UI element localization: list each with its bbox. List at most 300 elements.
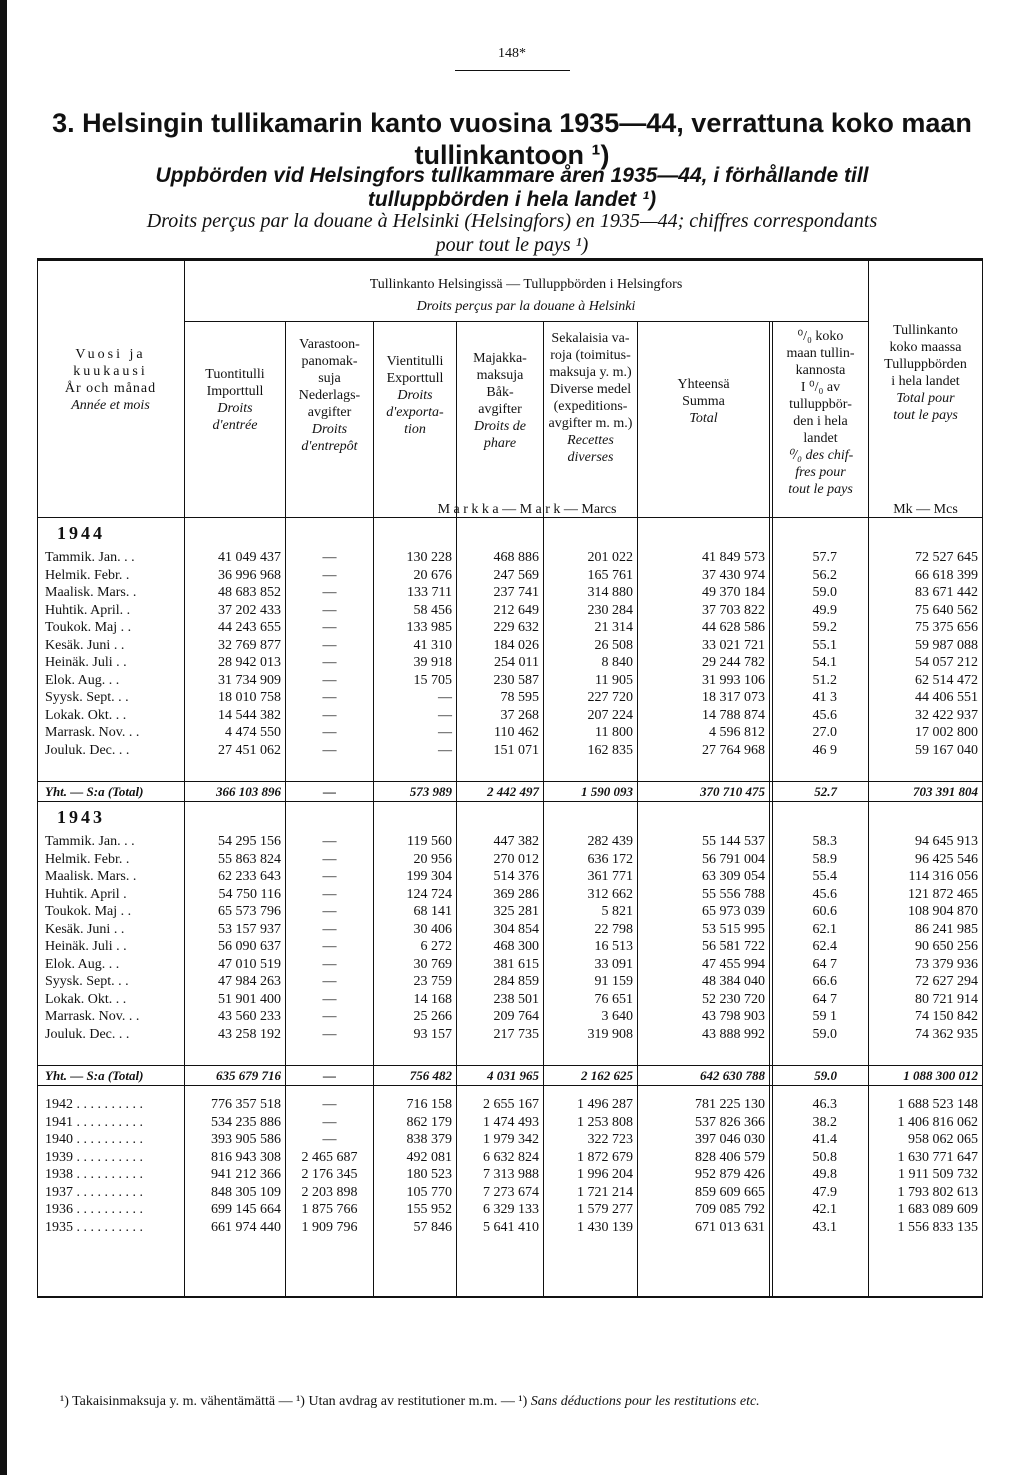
cell-exp: 30 769 [413,956,452,972]
cell-pct: 58.9 [812,851,837,867]
cell-label: Lokak. Okt. . . [45,707,127,723]
cell-tot: 43 798 903 [702,1009,765,1024]
cell-war: — [322,939,337,954]
cell-exp: 155 952 [406,1202,452,1217]
cell-lig: 217 735 [493,1026,539,1042]
cell-all: 96 425 546 [915,851,978,867]
cell-tot: 63 309 054 [702,869,765,884]
cell-lig: 212 649 [493,602,539,618]
cell-tot: 370 710 475 [700,784,765,799]
cell-pct: 56.2 [812,567,837,583]
cell-imp: 47 984 263 [218,974,281,989]
cell-label: Jouluk. Dec. . . [45,1026,130,1042]
cell-tot: 52 230 720 [702,991,765,1007]
cell-exp: 756 482 [409,1068,452,1083]
title-swedish-line1: Uppbörden vid Helsingfors tullkammare åren 1935—44, i förhållande till [155,164,869,187]
table-bottom-rule [37,1296,983,1298]
cell-imp: 55 863 824 [218,851,281,867]
cell-misc: 8 840 [601,655,633,670]
cell-pct: 57.7 [812,550,837,565]
cell-label: Yht. — S:a (Total) [45,1068,144,1083]
cell-all: 17 002 800 [915,725,978,740]
cell-pct: 58.3 [812,834,837,849]
cell-exp: 41 310 [413,637,452,653]
cell-imp: 28 942 013 [218,655,281,670]
cell-lig: 2 655 167 [483,1097,539,1112]
cell-imp: 54 750 116 [218,886,281,902]
cell-all: 72 527 645 [915,550,978,565]
cell-imp: 62 233 643 [218,869,281,884]
cell-exp: 30 406 [413,921,452,937]
cell-war: — [322,655,337,670]
cell-exp: 130 228 [406,550,452,565]
cell-exp: 58 456 [413,602,452,618]
cell-misc: 201 022 [587,550,633,565]
cell-imp: 534 235 886 [211,1114,281,1130]
page-number-rule [455,70,570,71]
misc-header: Sekalaisia va- roja (toimitus- maksuja y. m.) Diverse medel (expeditions- avgifter m. m.) Recettes diverses [548,331,633,465]
cell-all: 72 627 294 [915,974,978,989]
cell-exp: 573 989 [409,784,452,799]
cell-all: 75 640 562 [915,602,978,618]
cell-misc: 26 508 [594,637,633,653]
cell-tot: 952 879 426 [695,1167,765,1182]
table-left-rule [37,258,38,1298]
cell-imp: 51 901 400 [218,991,281,1007]
cell-lig: 184 026 [493,637,539,653]
cell-label: Helmik. Febr. . [45,851,130,867]
cell-all: 90 650 256 [915,939,978,954]
cell-misc: 162 835 [587,742,633,758]
title-finnish-line2: tullinkantoon ¹) [414,140,610,170]
cell-lig: 2 442 497 [487,784,539,799]
total-header: Yhteensä Summa Total [677,377,730,426]
cell-exp: 39 918 [413,655,452,670]
cell-imp: 41 049 437 [218,550,281,565]
cell-pct: 64 7 [812,956,837,972]
cell-label: 1940 . . . . . . . . . . [45,1132,143,1147]
cell-exp: 20 956 [413,851,452,867]
cell-imp: 43 258 192 [218,1026,281,1042]
cell-lig: 4 031 965 [487,1068,539,1083]
cell-lig: 304 854 [493,921,539,937]
cell-tot: 37 703 822 [702,602,765,618]
total-1943-top-rule [37,1065,983,1066]
cell-tot: 14 788 874 [702,707,765,723]
cell-tot: 44 628 586 [702,620,765,635]
cell-misc: 1 721 214 [577,1184,633,1200]
cell-misc: 1 496 287 [577,1097,633,1112]
cell-imp: 27 451 062 [218,742,281,758]
cell-imp: 48 683 852 [218,585,281,600]
cell-war: — [322,956,337,972]
cell-label: 1936 . . . . . . . . . . [45,1202,143,1217]
title-french-line2: pour tout le pays ¹) [435,234,589,256]
cell-label: Syysk. Sept. . . [45,974,129,989]
cell-tot: 18 317 073 [702,690,765,705]
title-swedish-line2: tulluppbörden i hela landet ¹) [367,188,657,211]
total-1944-bottom-rule [37,801,983,802]
cell-pct: 55.1 [812,637,837,653]
cell-war: — [322,725,337,740]
cell-war: — [322,851,337,867]
cell-misc: 11 800 [595,725,633,740]
cell-lig: 284 859 [493,974,539,989]
country-header: Tullinkanto koko maassa Tulluppbörden i hela landet Total pour tout le pays [884,323,967,423]
cell-lig: 1 474 493 [483,1114,539,1130]
cell-war: — [322,1114,337,1130]
cell-imp: 366 103 896 [216,784,281,799]
cell-label: Maalisk. Mars. . [45,869,137,884]
cell-pct: 51.2 [812,672,837,688]
cell-lig: 7 313 988 [483,1167,539,1182]
cell-lig: 78 595 [500,690,539,705]
cell-lig: 1 979 342 [483,1132,539,1147]
cell-label: Heinäk. Juli . . [45,939,127,954]
cell-misc: 1 253 808 [577,1114,633,1130]
cell-war: — [322,991,337,1007]
cell-tot: 56 581 722 [702,939,765,954]
cell-war: — [322,672,337,688]
cell-misc: 22 798 [594,921,633,937]
cell-exp: 14 168 [413,991,452,1007]
cell-imp: 635 679 716 [216,1068,281,1083]
cell-tot: 537 826 366 [695,1114,765,1130]
table-right-rule [982,258,983,1298]
cell-exp: — [438,690,452,705]
cell-pct: 54.1 [812,655,837,670]
unit-label-marks: M a r k k a — M a r k — Marcs [437,502,617,517]
cell-tot: 397 046 030 [695,1132,765,1147]
cell-all: 59 987 088 [915,637,978,653]
cell-misc: 361 771 [587,869,633,884]
cell-tot: 31 993 106 [702,672,765,688]
cell-misc: 3 640 [601,1009,633,1024]
cell-imp: 816 943 308 [211,1149,281,1165]
cell-lig: 5 641 410 [483,1219,539,1235]
cell-all: 62 514 472 [915,672,978,688]
cell-exp: — [438,707,452,723]
cell-misc: 1 996 204 [577,1167,633,1182]
cell-misc: 1 430 139 [577,1219,633,1235]
cell-lig: 514 376 [493,869,539,884]
cell-imp: 65 573 796 [218,904,281,919]
cell-misc: 76 651 [594,991,633,1007]
cell-exp: 492 081 [406,1149,452,1165]
cell-exp: 124 724 [406,886,452,902]
cell-tot: 642 630 788 [700,1068,765,1083]
cell-exp: 20 676 [413,567,452,583]
cell-imp: 848 305 109 [211,1184,281,1200]
cell-exp: 838 379 [406,1132,452,1147]
cell-pct: 46.3 [812,1097,837,1112]
cell-war: 1 875 766 [301,1202,358,1217]
cell-imp: 941 212 366 [211,1167,281,1182]
cell-label: Toukok. Maj . . [45,904,132,919]
scan-edge [0,0,7,1475]
cell-tot: 828 406 579 [695,1149,765,1165]
export-header: Vientitulli Exporttull Droits d'exporta- tion [386,354,444,437]
year-heading-1943: 1943 [57,807,105,827]
cell-label: Tammik. Jan. . . [45,834,135,849]
cell-tot: 56 791 004 [702,851,765,867]
cell-imp: 393 905 586 [211,1132,281,1147]
cell-imp: 776 357 518 [211,1097,281,1112]
cell-war: — [322,602,337,618]
cell-pct: 41 3 [812,690,837,705]
cell-label: Tammik. Jan. . . [45,550,135,565]
cell-misc: 282 439 [587,834,633,849]
period-header: Vuosi ja kuukausi År och månad Année et mois [64,347,157,413]
cell-pct: 43.1 [812,1219,837,1235]
cell-misc: 319 908 [587,1026,633,1042]
cell-lig: 6 329 133 [483,1202,539,1217]
cell-misc: 16 513 [594,939,633,954]
cell-imp: 699 145 664 [211,1202,281,1217]
cell-war: — [322,974,337,989]
title-french-line1: Droits perçus par la douane à Helsinki (Helsingfors) en 1935—44; chiffres correspondants [146,210,878,232]
cell-war: — [323,1068,336,1083]
warehouse-header: Varastoon- panomak- suja Nederlags- avgifter Droits d'entrepôt [298,337,361,454]
cell-label: Yht. — S:a (Total) [45,784,144,799]
cell-lig: 381 615 [493,956,539,972]
cell-war: — [322,869,337,884]
cell-war: — [322,1097,337,1112]
cell-imp: 44 243 655 [218,620,281,635]
footnote: ¹) Takaisinmaksuja y. m. vähentämättä — ¹) Utan avdrag av restitutioner m.m. — ¹) Sans déductions pour les restitutions etc. [60,1394,760,1409]
cell-misc: 207 224 [587,707,633,723]
cell-pct: 41.4 [812,1132,837,1147]
cell-misc: 314 880 [587,585,633,600]
cell-all: 703 391 804 [913,784,978,799]
cell-pct: 49.9 [812,602,837,618]
cell-imp: 18 010 758 [218,690,281,705]
cell-all: 86 241 985 [915,921,978,937]
cell-lig: 230 587 [493,672,539,688]
cell-tot: 671 013 631 [695,1219,765,1235]
cell-tot: 37 430 974 [702,567,765,583]
cell-imp: 43 560 233 [218,1009,281,1024]
cell-pct: 47.9 [812,1184,837,1200]
cell-war: — [322,1026,337,1042]
import-header: Tuontitulli Importtull Droits d'entrée [205,367,265,433]
cell-all: 59 167 040 [915,742,978,758]
total-1944-top-rule [37,781,983,782]
cell-war: — [322,585,337,600]
cell-misc: 1 590 093 [581,784,633,799]
cell-all: 74 362 935 [915,1026,978,1042]
cell-tot: 29 244 782 [702,655,765,670]
cell-all: 1 088 300 012 [903,1068,978,1083]
cell-lig: 447 382 [493,834,539,849]
cell-tot: 48 384 040 [702,974,765,989]
cell-all: 1 683 089 609 [897,1202,978,1217]
cell-imp: 4 474 550 [225,725,281,740]
cell-lig: 270 012 [493,851,539,867]
cell-label: 1942 . . . . . . . . . . [45,1097,143,1112]
cell-tot: 781 225 130 [695,1097,765,1112]
cell-tot: 53 515 995 [702,921,765,937]
cell-misc: 636 172 [587,851,633,867]
title-finnish-line1: 3. Helsingin tullikamarin kanto vuosina 1935—44, verrattuna koko maan [52,108,972,138]
cell-label: 1935 . . . . . . . . . . [45,1219,143,1235]
cell-lig: 325 281 [493,904,539,919]
cell-misc: 312 662 [587,886,633,902]
cell-exp: 105 770 [406,1184,452,1200]
cell-tot: 43 888 992 [702,1026,765,1042]
table-top-rule [37,258,983,261]
cell-tot: 55 144 537 [702,834,765,849]
cell-all: 32 422 937 [915,707,978,723]
cell-lig: 238 501 [493,991,539,1007]
cell-misc: 227 720 [587,690,633,705]
cell-pct: 60.6 [812,904,837,919]
cell-all: 74 150 842 [915,1009,978,1024]
year-heading-1944: 1944 [57,523,105,543]
cell-tot: 27 764 968 [702,742,765,758]
cell-war: — [322,886,337,902]
cell-exp: 133 985 [406,620,452,635]
cell-label: Jouluk. Dec. . . [45,742,130,758]
cell-lig: 468 300 [493,939,539,954]
cell-exp: 15 705 [413,672,452,688]
cell-pct: 59.0 [814,1068,837,1083]
cell-lig: 7 273 674 [483,1184,539,1200]
cell-label: Elok. Aug. . . [45,956,120,972]
cell-misc: 1 579 277 [577,1202,633,1217]
cell-imp: 53 157 937 [218,921,281,937]
cell-all: 121 872 465 [908,886,978,902]
cell-pct: 49.8 [812,1167,837,1182]
cell-label: Lokak. Okt. . . [45,991,127,1007]
cell-tot: 709 085 792 [695,1202,765,1217]
cell-war: 1 909 796 [301,1219,358,1235]
cell-tot: 65 973 039 [702,904,765,919]
cell-label: Helmik. Febr. . [45,567,130,583]
cell-war: — [322,904,337,919]
cell-exp: — [438,725,452,740]
cell-label: Syysk. Sept. . . [45,690,129,705]
cell-war: — [322,707,337,723]
cell-all: 54 057 212 [915,655,978,670]
cell-lig: 6 632 824 [483,1149,539,1165]
cell-exp: 716 158 [406,1097,452,1112]
cell-all: 114 316 056 [908,869,978,884]
cell-all: 73 379 936 [915,956,978,972]
cell-all: 1 911 509 732 [898,1167,978,1182]
page-number: 148* [498,46,526,61]
cell-pct: 42.1 [812,1202,837,1217]
cell-misc: 91 159 [594,974,633,989]
cell-pct: 27.0 [812,725,837,740]
cell-war: — [322,550,337,565]
cell-war: — [322,637,337,653]
cell-tot: 859 609 665 [695,1184,765,1200]
data-table [37,258,983,1298]
cell-misc: 165 761 [587,567,633,583]
cell-lig: 151 071 [493,742,539,758]
cell-exp: 93 157 [413,1026,452,1042]
cell-label: 1937 . . . . . . . . . . [45,1184,143,1200]
cell-exp: 199 304 [406,869,452,884]
cell-label: 1938 . . . . . . . . . . [45,1167,143,1182]
cell-war: 2 203 898 [301,1184,358,1200]
cell-exp: 133 711 [407,585,452,600]
cell-all: 66 618 399 [915,567,978,583]
cell-exp: 57 846 [413,1219,452,1235]
cell-lig: 237 741 [493,585,539,600]
cell-lig: 468 886 [493,550,539,565]
cell-pct: 46 9 [812,742,837,758]
cell-war: 2 465 687 [301,1149,358,1165]
cell-war: — [322,742,337,758]
cell-tot: 49 370 184 [702,585,765,600]
cell-tot: 47 455 994 [702,956,765,972]
cell-label: Huhtik. April. . [45,602,131,618]
cell-pct: 62.4 [812,939,837,954]
cell-label: 1939 . . . . . . . . . . [45,1149,143,1165]
cell-lig: 37 268 [500,707,539,723]
cell-all: 958 062 065 [908,1132,978,1147]
cell-all: 80 721 914 [915,991,978,1007]
cell-exp: 68 141 [413,904,452,919]
total-1943-bottom-rule [37,1085,983,1086]
cell-tot: 41 849 573 [702,550,765,565]
cell-imp: 54 295 156 [218,834,281,849]
cell-label: Toukok. Maj . . [45,620,132,635]
cell-war: — [322,834,337,849]
cell-pct: 64 7 [812,991,837,1007]
cell-misc: 5 821 [601,904,633,919]
cell-all: 1 406 816 062 [897,1114,978,1130]
unit-label-country: Mk — Mcs [893,502,958,517]
cell-imp: 37 202 433 [218,602,281,618]
cell-pct: 45.6 [812,707,837,723]
cell-exp: 180 523 [406,1167,452,1182]
cell-pct: 45.6 [812,886,837,902]
cell-war: — [322,1009,337,1024]
cell-label: Maalisk. Mars. . [45,585,137,600]
cell-pct: 59.2 [812,620,837,635]
cell-misc: 21 314 [594,620,633,635]
cell-all: 44 406 551 [915,690,978,705]
cell-pct: 38.2 [812,1114,837,1130]
cell-tot: 55 556 788 [702,886,765,902]
cell-pct: 62.1 [812,921,837,937]
cell-exp: 6 272 [420,939,452,954]
cell-war: — [322,921,337,937]
cell-label: Huhtik. April . [45,886,127,902]
cell-misc: 33 091 [594,956,633,972]
cell-all: 1 793 802 613 [897,1184,978,1200]
cell-exp: — [438,742,452,758]
cell-imp: 31 734 909 [218,672,281,688]
cell-imp: 56 090 637 [218,939,281,954]
cell-war: — [322,1132,337,1147]
cell-imp: 14 544 382 [218,707,281,723]
lighthouse-header: Majakka- maksuja Båk- avgifter Droits de phare [473,351,527,451]
cell-pct: 50.8 [812,1149,837,1165]
cell-imp: 36 996 968 [218,567,281,583]
cell-all: 1 556 833 135 [897,1219,978,1235]
share-header: ⁰/₀ koko maan tullin- kannosta I ⁰/₀ av tulluppbör- den i hela landet ⁰/₀ des chif- fres pour tout le pays [786,329,855,497]
cell-exp: 25 266 [413,1009,452,1024]
cell-pct: 55.4 [812,869,837,884]
cell-misc: 230 284 [587,602,633,618]
cell-war: — [322,567,337,583]
col-rule-total [769,321,770,1298]
cell-exp: 23 759 [413,974,452,989]
